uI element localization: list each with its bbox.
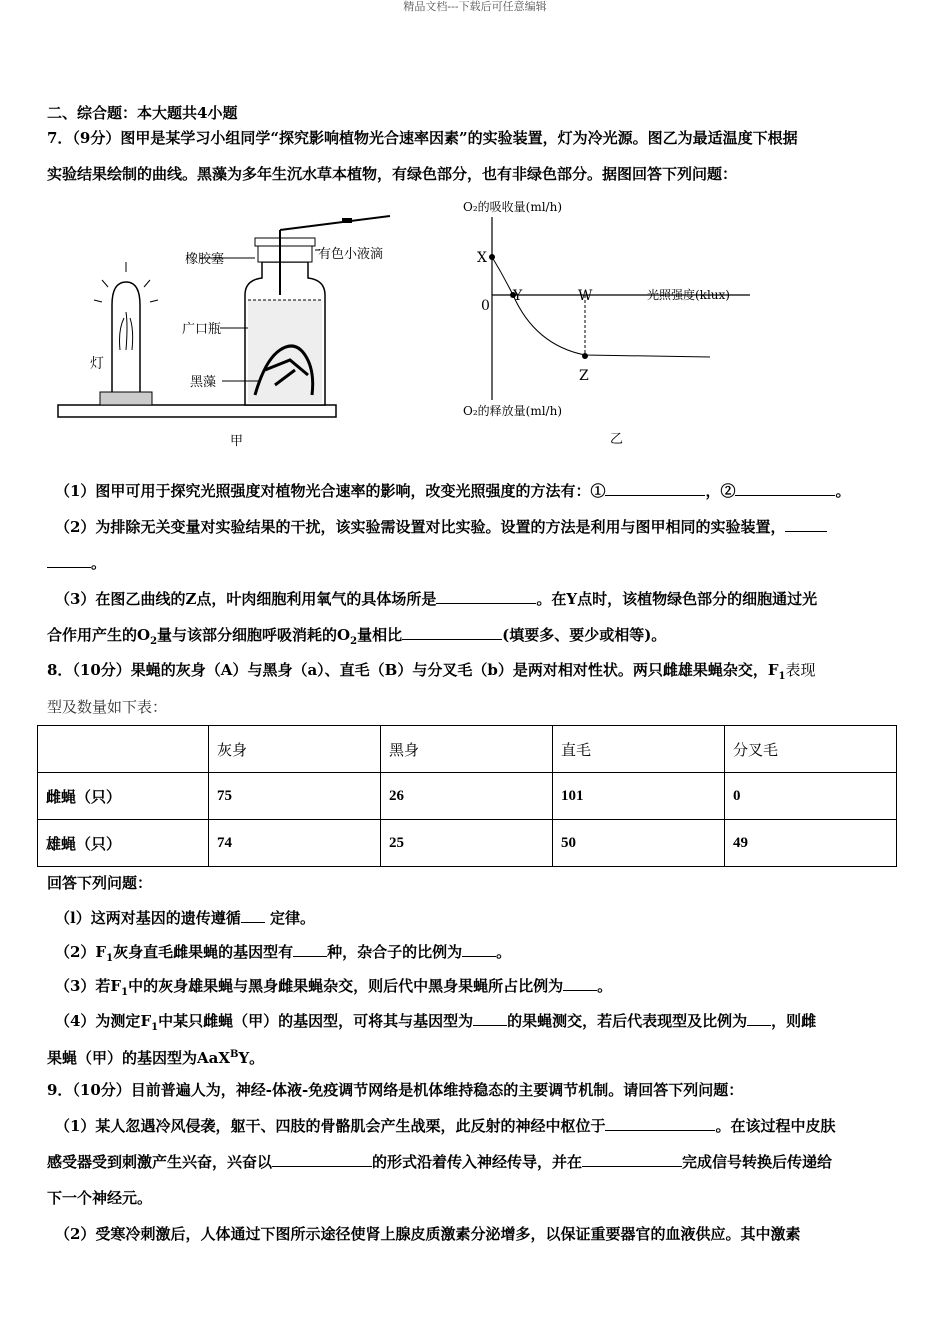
table-cell: 49 <box>725 820 897 867</box>
q7-part3: （3）在图乙曲线的Z点，叶肉细胞利用氧气的具体场所是 。在Y点时，该植物绿色部分的细胞通过光 <box>55 590 818 608</box>
q8-part4: （4）为测定$F_1$中某只雌蝇（甲）的基因型，可将其与基因型为 的果蝇测交，若后代表现型及比例为 ，则雌 <box>55 1012 817 1033</box>
point-w-label: W <box>578 288 593 304</box>
q8-part4-cont: 果蝇（甲）的基因型为AaX$^B$Y。 <box>47 1049 265 1067</box>
q8-stem-line1: 8．（10分）果蝇的灰身（A）与黑身（a）、直毛（B）与分叉毛（b）是两对相对性状。两只雌雄果蝇杂交，$F_1$表现 <box>47 661 816 682</box>
q9-part1-end: 下一个神经元。 <box>47 1189 153 1207</box>
table-header-cell: 黑身 <box>381 726 553 773</box>
y-axis-bottom-label: O₂的释放量(ml/h) <box>463 404 563 418</box>
q8-stem-line2: 型及数量如下表： <box>47 698 168 716</box>
q8-part2: $(2)F_1$灰身直毛雌果蝇的基因型有 种，杂合子的比例为 。 <box>55 943 512 964</box>
fly-data-table <box>37 725 897 867</box>
point-y-label: Y <box>513 288 523 304</box>
figure-jia-caption: 甲 <box>230 434 244 449</box>
q9-part2: （2）受寒冷刺激后，人体通过下图所示途径使肾上腺皮质激素分泌增多，以保证重要器官的血液供应。其中激素 <box>55 1225 801 1243</box>
table-header-row <box>38 726 897 773</box>
q7-part3-cont: 合作用产生的$O_2$量与该部分细胞呼吸消耗的$O_2$量相比 (填要多、要少或相等)。 <box>47 626 667 647</box>
q8-part3: （3）若$F_1$中的灰身雄果蝇与黑身雌果蝇杂交，则后代中黑身果蝇所占比例为 。 <box>55 977 613 998</box>
q8-answer-prompt: 回答下列问题： <box>47 874 153 892</box>
table-row <box>38 820 897 867</box>
origin-label: 0 <box>481 298 490 314</box>
table-cell: 74 <box>209 820 381 867</box>
page-header: 精品文档---下载后可任意编辑 <box>403 0 547 13</box>
table-header-cell: 直毛 <box>553 726 725 773</box>
q9-part1-cont: 感受器受到刺激产生兴奋，兴奋以 的形式沿着传入神经传导，并在 完成信号转换后传递给 <box>47 1153 833 1171</box>
table-row <box>38 773 897 820</box>
point-z-label: Z <box>579 368 589 384</box>
plant-label: 黑藻 <box>190 375 217 390</box>
q7-stem-line1: 7．（9分）图甲是某学习小组同学“探究影响植物光合速率因素”的实验装置，灯为冷光源。图乙为最适温度下根据 <box>47 129 798 147</box>
point-x-label: X <box>477 250 487 266</box>
q9-part1: （1）某人忽遇冷风侵袭，躯干、四肢的骨骼肌会产生战栗，此反射的神经中枢位于 。在该过程中皮肤 <box>55 1117 836 1135</box>
section-title: 二、综合题：本大题共4小题 <box>47 104 238 122</box>
lamp-icon <box>94 262 158 405</box>
bottle-icon <box>245 216 390 405</box>
droplet-label: 有色小液滴 <box>318 247 384 262</box>
figure-jia-apparatus <box>50 200 410 450</box>
stopper-label: 橡胶塞 <box>185 252 225 267</box>
figure-yi-curve <box>455 195 785 450</box>
table-cell: 雄蝇（只） <box>38 820 209 867</box>
table-header-cell: 灰身 <box>209 726 381 773</box>
table-header-cell <box>38 726 209 773</box>
table-header-cell: 分叉毛 <box>725 726 897 773</box>
q8-part1: （l）这两对基因的遗传遵循 定律。 <box>55 909 315 927</box>
table-cell: 26 <box>381 773 553 820</box>
table-cell: 50 <box>553 820 725 867</box>
bottle-label: 广口瓶 <box>182 322 222 337</box>
table-cell: 雌蝇（只） <box>38 773 209 820</box>
y-axis-top-label: O₂的吸收量(ml/h) <box>463 200 563 214</box>
q7-part2-cont: 。 <box>47 553 106 573</box>
q9-stem: 9．（10分）目前普遍人为，神经-体液-免疫调节网络是机体维持稳态的主要调节机制。请回答下列问题： <box>47 1081 744 1099</box>
figure-yi-caption: 乙 <box>610 432 624 447</box>
q7-part1: （1）图甲可用于探究光照强度对植物光合速率的影响，改变光照强度的方法有：① ，② 。 <box>55 482 851 500</box>
table-cell: 101 <box>553 773 725 820</box>
x-axis-label: 光照强度(klux) <box>647 288 730 302</box>
lamp-label: 灯 <box>90 356 104 372</box>
q7-part2: （2）为排除无关变量对实验结果的干扰，该实验需设置对比实验。设置的方法是利用与图甲相同的实验装置， <box>55 517 827 537</box>
table-cell: 25 <box>381 820 553 867</box>
q7-stem-line2: 实验结果绘制的曲线。黑藻为多年生沉水草本植物，有绿色部分，也有非绿色部分。据图回答下列问题： <box>47 165 738 183</box>
table-cell: 75 <box>209 773 381 820</box>
table-cell: 0 <box>725 773 897 820</box>
